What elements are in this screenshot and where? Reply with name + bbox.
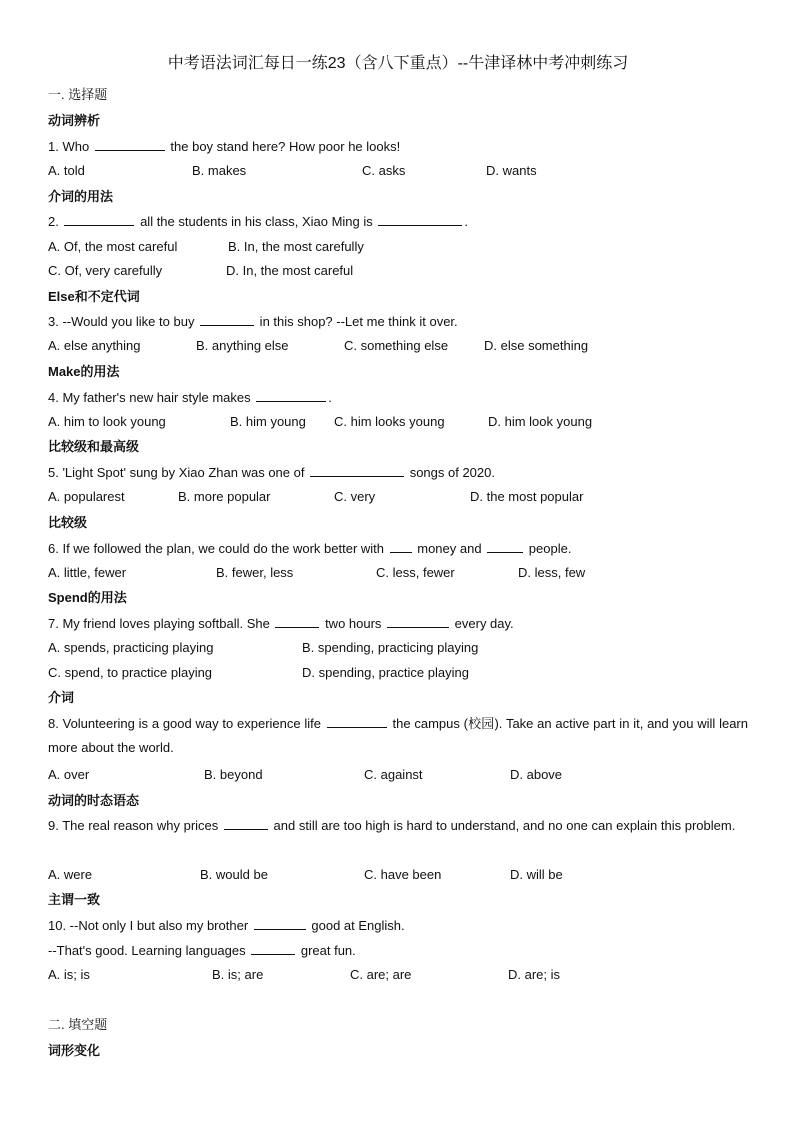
option-b[interactable]: B. him young: [230, 414, 306, 429]
question-8: 8. Volunteering is a good way to experience life the campus (校园). Take an active part in it, and you will learn more about the world.: [48, 716, 748, 755]
options-row: [48, 488, 748, 506]
option-a[interactable]: A. told: [48, 163, 85, 178]
option-b[interactable]: B. anything else: [196, 338, 289, 353]
option-b[interactable]: B. In, the most carefully: [228, 239, 364, 254]
answer-blank[interactable]: [390, 540, 412, 553]
category-label: Make的用法: [48, 364, 120, 379]
options-row: [48, 262, 748, 280]
option-a[interactable]: A. little, fewer: [48, 565, 127, 580]
answer-blank[interactable]: [251, 942, 295, 955]
option-d[interactable]: D. spending, practice playing: [302, 665, 469, 680]
option-b[interactable]: B. makes: [192, 163, 247, 178]
question-5: 5. 'Light Spot' sung by Xiao Zhan was one of songs of 2020.: [48, 465, 495, 480]
options-row: [48, 766, 748, 784]
answer-blank[interactable]: [275, 615, 319, 628]
answer-blank[interactable]: [224, 817, 268, 830]
question-2: 2. all the students in his class, Xiao Ming is .: [48, 214, 468, 229]
category-label: 动词的时态语态: [48, 793, 140, 808]
option-c[interactable]: C. him looks young: [334, 414, 445, 429]
option-c[interactable]: C. have been: [364, 867, 442, 882]
answer-blank[interactable]: [327, 715, 387, 728]
option-c[interactable]: C. spend, to practice playing: [48, 665, 213, 680]
category-label: 动词辨析: [48, 113, 101, 128]
category-label: Else和不定代词: [48, 289, 140, 304]
options-row: [48, 238, 748, 256]
answer-blank[interactable]: [200, 313, 254, 326]
option-d[interactable]: D. wants: [486, 163, 537, 178]
question-4: 4. My father's new hair style makes .: [48, 390, 332, 405]
option-c[interactable]: C. are; are: [350, 967, 412, 982]
option-d[interactable]: D. are; is: [508, 967, 561, 982]
question-7: 7. My friend loves playing softball. She two hours every day.: [48, 616, 514, 631]
option-d[interactable]: D. In, the most careful: [226, 263, 354, 278]
question-9: 9. The real reason why prices and still are too high is hard to understand, and no one can explain this problem.: [48, 818, 736, 833]
category-label: 比较级: [48, 515, 88, 530]
options-row: [48, 413, 748, 431]
options-row: [48, 664, 748, 682]
option-b[interactable]: B. more popular: [178, 489, 271, 504]
question-10-reply: --That's good. Learning languages great fun.: [48, 943, 356, 958]
options-row: [48, 337, 748, 355]
section-fill-in: 二. 填空题: [48, 1017, 108, 1032]
option-a[interactable]: A. over: [48, 767, 90, 782]
options-row: [48, 866, 748, 884]
option-c[interactable]: C. less, fewer: [376, 565, 455, 580]
options-row: [48, 639, 748, 657]
page-title: 中考语法词汇每日一练23（含八下重点）--牛津译林中考冲刺练习: [167, 55, 629, 72]
question-1: 1. Who the boy stand here? How poor he looks!: [48, 139, 401, 154]
option-a[interactable]: A. Of, the most careful: [48, 239, 178, 254]
question-6: 6. If we followed the plan, we could do the work better with money and people.: [48, 541, 572, 556]
option-a[interactable]: A. else anything: [48, 338, 141, 353]
section-multiple-choice: 一. 选择题: [48, 87, 108, 102]
category-label: 词形变化: [48, 1043, 101, 1058]
category-label: 介词的用法: [48, 189, 114, 204]
option-c[interactable]: C. very: [334, 489, 376, 504]
answer-blank[interactable]: [487, 540, 523, 553]
option-c[interactable]: C. against: [364, 767, 423, 782]
option-b[interactable]: B. is; are: [212, 967, 264, 982]
option-d[interactable]: D. him look young: [488, 414, 593, 429]
option-d[interactable]: D. will be: [510, 867, 563, 882]
category-label: 主谓一致: [48, 892, 101, 907]
answer-blank[interactable]: [378, 213, 462, 226]
option-c[interactable]: C. Of, very carefully: [48, 263, 163, 278]
option-b[interactable]: B. beyond: [204, 767, 263, 782]
answer-blank[interactable]: [387, 615, 449, 628]
options-row: [48, 162, 748, 180]
option-b[interactable]: B. spending, practicing playing: [302, 640, 479, 655]
answer-blank[interactable]: [64, 213, 134, 226]
option-b[interactable]: B. would be: [200, 867, 268, 882]
answer-blank[interactable]: [310, 464, 404, 477]
option-c[interactable]: C. asks: [362, 163, 406, 178]
option-a[interactable]: A. were: [48, 867, 93, 882]
option-a[interactable]: A. popularest: [48, 489, 125, 504]
options-row: [48, 564, 748, 582]
option-a[interactable]: A. spends, practicing playing: [48, 640, 214, 655]
option-d[interactable]: D. the most popular: [470, 489, 584, 504]
answer-blank[interactable]: [256, 389, 326, 402]
options-row: [48, 966, 748, 984]
option-d[interactable]: D. less, few: [518, 565, 586, 580]
option-d[interactable]: D. above: [510, 767, 563, 782]
question-3: 3. --Would you like to buy in this shop? --Let me think it over.: [48, 314, 458, 329]
option-c[interactable]: C. something else: [344, 338, 449, 353]
option-a[interactable]: A. him to look young: [48, 414, 166, 429]
answer-blank[interactable]: [95, 138, 165, 151]
option-b[interactable]: B. fewer, less: [216, 565, 294, 580]
category-label: 比较级和最高级: [48, 439, 140, 454]
option-a[interactable]: A. is; is: [48, 967, 90, 982]
category-label: 介词: [48, 690, 75, 705]
question-10: 10. --Not only I but also my brother good at English.: [48, 918, 405, 933]
answer-blank[interactable]: [254, 917, 306, 930]
category-label: Spend的用法: [48, 590, 127, 605]
option-d[interactable]: D. else something: [484, 338, 589, 353]
